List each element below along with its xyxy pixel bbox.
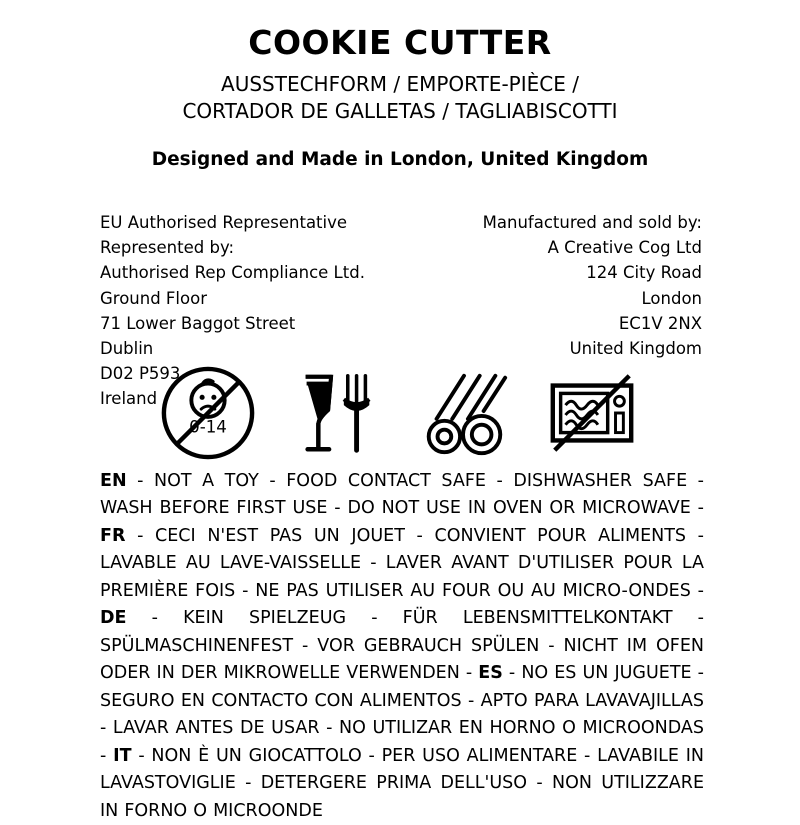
- manufacturer-line-3: 124 City Road: [586, 263, 702, 283]
- instructions-en: - NOT A TOY - FOOD CONTACT SAFE - DISHWASHER SAFE - WASH BEFORE FIRST USE - DO NOT USE IN OVEN OR MICROWAVE -: [100, 471, 704, 519]
- eu-rep-line-2: Represented by:: [100, 238, 235, 258]
- address-block: [0, 210, 800, 411]
- instructions-es: - NO ES UN JUGUETE - SEGURO EN CONTACTO CON ALIMENTOS - APTO PARA LAVAVAJILLAS - LAVAR ANTES DE USAR - NO UTILIZAR EN HORNO O MICROONDAS -: [100, 663, 704, 766]
- subtitle-line-1: AUSSTECHFORM / EMPORTE-PIÈCE /: [221, 72, 579, 97]
- manufacturer-line-4: London: [641, 288, 702, 308]
- lang-code-it: IT: [113, 745, 132, 766]
- eu-rep-line-4: Ground Floor: [100, 288, 207, 308]
- designed-in-text: Designed and Made in London, United Kingdom: [151, 149, 649, 171]
- eu-rep-line-7: D02 P593: [100, 363, 181, 383]
- eu-rep-line-8: Ireland: [100, 388, 158, 408]
- lang-code-es: ES: [478, 663, 503, 684]
- lang-code-en: EN: [100, 471, 127, 491]
- product-label-page: [0, 25, 800, 825]
- instructions-de: - KEIN SPIELZEUG - FÜR LEBENSMITTELKONTAKT - SPÜLMASCHINENFEST - VOR GEBRAUCH SPÜLEN - NICHT IM OFEN ODER IN DER MIKROWELLE VERWENDEN -: [100, 608, 704, 684]
- manufacturer-line-1: Manufactured and sold by:: [482, 213, 702, 233]
- eu-rep-line-6: Dublin: [100, 338, 154, 358]
- not-for-children-under-14-icon: [159, 364, 257, 462]
- lang-code-de: DE: [100, 608, 127, 629]
- not-microwave-safe-icon: [543, 364, 641, 462]
- manufacturer-line-5: EC1V 2NX: [618, 313, 702, 333]
- instructions-fr: - CECI N'EST PAS UN JOUET - CONVIENT POUR ALIMENTS - LAVABLE AU LAVE-VAISSELLE - LAVER AVANT D'UTILISER POUR LA PREMIÈRE FOIS - NE PAS UTILISER AU FOUR OU AU MICRO-ONDES -: [100, 525, 704, 601]
- manufacturer-line-2: A Creative Cog Ltd: [547, 238, 702, 258]
- eu-rep-line-3: Authorised Rep Compliance Ltd.: [100, 263, 365, 283]
- eu-rep-line-5: 71 Lower Baggot Street: [100, 313, 296, 333]
- lang-code-fr: FR: [100, 525, 126, 546]
- manufacturer-line-6: United Kingdom: [569, 338, 702, 358]
- multilingual-instructions: [100, 468, 704, 825]
- page-subtitle: [0, 71, 800, 125]
- eu-rep-line-1: EU Authorised Representative: [100, 213, 348, 233]
- subtitle-line-2: CORTADOR DE GALLETAS / TAGLIABISCOTTI: [182, 99, 618, 124]
- age-limit-label: 0-14: [189, 417, 227, 437]
- dishwasher-safe-icon: [415, 364, 513, 462]
- page-title: COOKIE CUTTER: [248, 23, 552, 62]
- food-contact-safe-icon: [287, 364, 385, 462]
- instructions-it: - NON È UN GIOCATTOLO - PER USO ALIMENTARE - LAVABILE IN LAVASTOVIGLIE - DETERGERE PRIMA DELL'USO - NON UTILIZZARE IN FORNO O MICROONDE: [100, 745, 704, 821]
